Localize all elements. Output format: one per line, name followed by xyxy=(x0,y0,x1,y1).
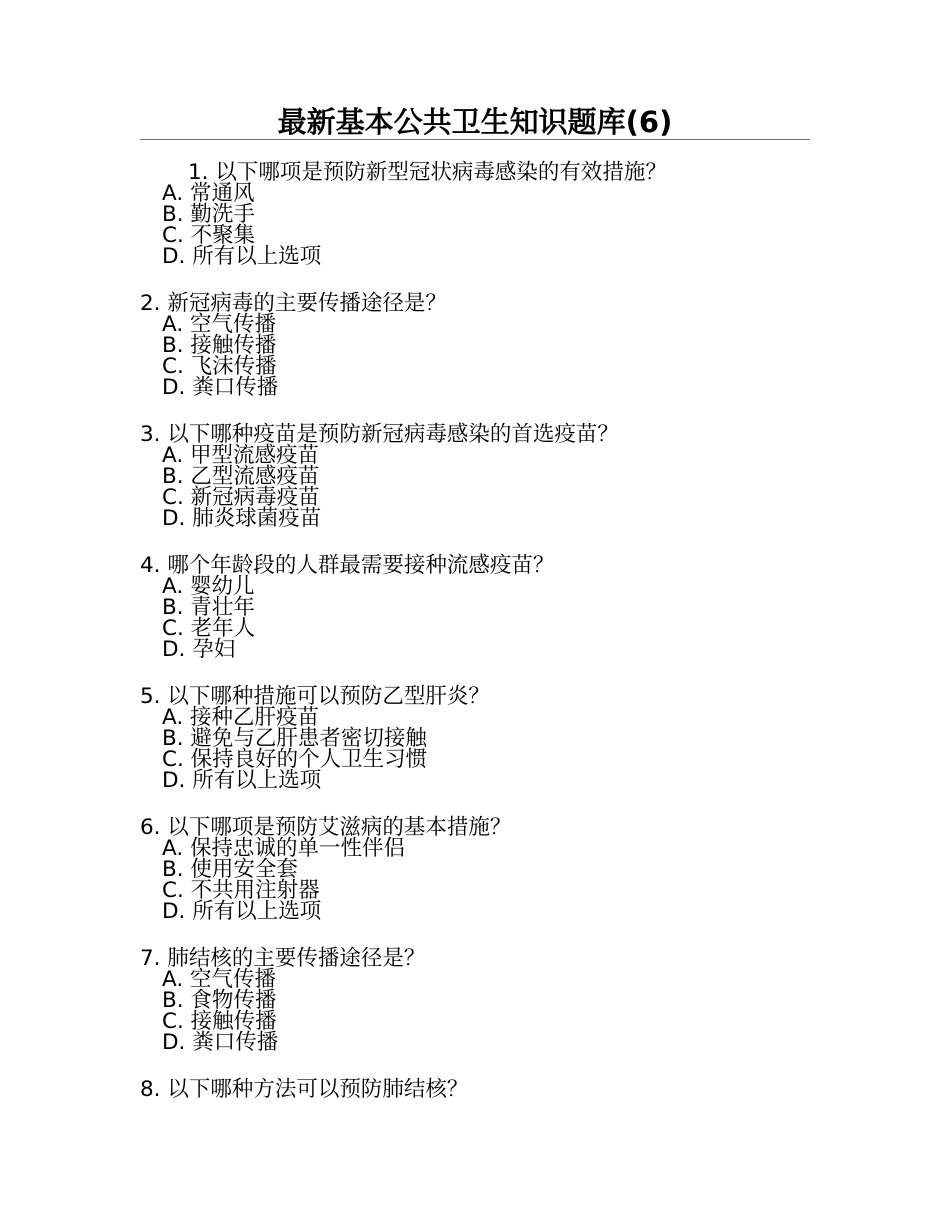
option-b: B. 食物传播 xyxy=(162,988,277,1013)
option-c: C. 接触传播 xyxy=(162,1009,277,1034)
option-d: D. 粪口传播 xyxy=(162,375,279,400)
question-text: 1. 以下哪项是预防新型冠状病毒感染的有效措施？ xyxy=(188,160,667,185)
option-b: B. 避免与乙肝患者密切接触 xyxy=(162,726,427,751)
option-list xyxy=(140,833,820,928)
option-c: C. 保持良好的个人卫生习惯 xyxy=(162,747,428,772)
option-b: B. 青壮年 xyxy=(162,595,255,620)
question-text: 3. 以下哪种疫苗是预防新冠病毒感染的首选疫苗？ xyxy=(140,422,619,447)
question-text: 8. 以下哪种方法可以预防肺结核？ xyxy=(140,1077,469,1102)
option-c: C. 老年人 xyxy=(162,616,256,641)
question-7 xyxy=(140,943,820,1059)
option-d: D. 所有以上选项 xyxy=(162,768,322,793)
option-a: A. 接种乙肝疫苗 xyxy=(162,705,319,730)
option-list xyxy=(140,964,820,1059)
question-3 xyxy=(140,419,820,535)
option-d: D. 所有以上选项 xyxy=(162,899,322,924)
option-a: A. 甲型流感疫苗 xyxy=(162,443,319,468)
option-a: A. 常通风 xyxy=(162,181,255,206)
option-d: D. 肺炎球菌疫苗 xyxy=(162,506,322,531)
question-text: 6. 以下哪项是预防艾滋病的基本措施？ xyxy=(140,815,512,840)
question-6 xyxy=(140,812,820,928)
option-b: B. 勤洗手 xyxy=(162,202,255,227)
option-list xyxy=(140,440,820,535)
question-text: 5. 以下哪种措施可以预防乙型肝炎？ xyxy=(140,684,490,709)
option-a: A. 空气传播 xyxy=(162,967,276,992)
question-text: 4. 哪个年龄段的人群最需要接种流感疫苗？ xyxy=(140,553,555,578)
option-list xyxy=(140,178,820,273)
title-underline xyxy=(140,139,810,140)
question-2 xyxy=(140,288,820,404)
option-list xyxy=(140,309,820,404)
option-b: B. 使用安全套 xyxy=(162,857,298,882)
option-d: D. 孕妇 xyxy=(162,637,236,662)
option-c: C. 飞沫传播 xyxy=(162,354,277,379)
option-a: A. 保持忠诚的单一性伴侣 xyxy=(162,836,405,861)
option-d: D. 所有以上选项 xyxy=(162,244,322,269)
option-b: B. 乙型流感疫苗 xyxy=(162,464,320,489)
question-text: 7. 肺结核的主要传播途径是？ xyxy=(140,946,426,971)
option-c: C. 不共用注射器 xyxy=(162,878,320,903)
option-c: C. 不聚集 xyxy=(162,223,256,248)
document-title: 最新基本公共卫生知识题库(6) xyxy=(277,105,673,139)
question-list xyxy=(140,157,820,1106)
option-b: B. 接触传播 xyxy=(162,333,277,358)
option-list xyxy=(140,702,820,797)
option-d: D. 粪口传播 xyxy=(162,1030,279,1055)
option-a: A. 空气传播 xyxy=(162,312,276,337)
question-text: 2. 新冠病毒的主要传播途径是？ xyxy=(140,291,447,316)
question-8 xyxy=(140,1074,820,1106)
option-a: A. 婴幼儿 xyxy=(162,574,255,599)
option-c: C. 新冠病毒疫苗 xyxy=(162,485,320,510)
question-1 xyxy=(140,157,820,273)
question-5 xyxy=(140,681,820,797)
question-4 xyxy=(140,550,820,666)
option-list xyxy=(140,571,820,666)
